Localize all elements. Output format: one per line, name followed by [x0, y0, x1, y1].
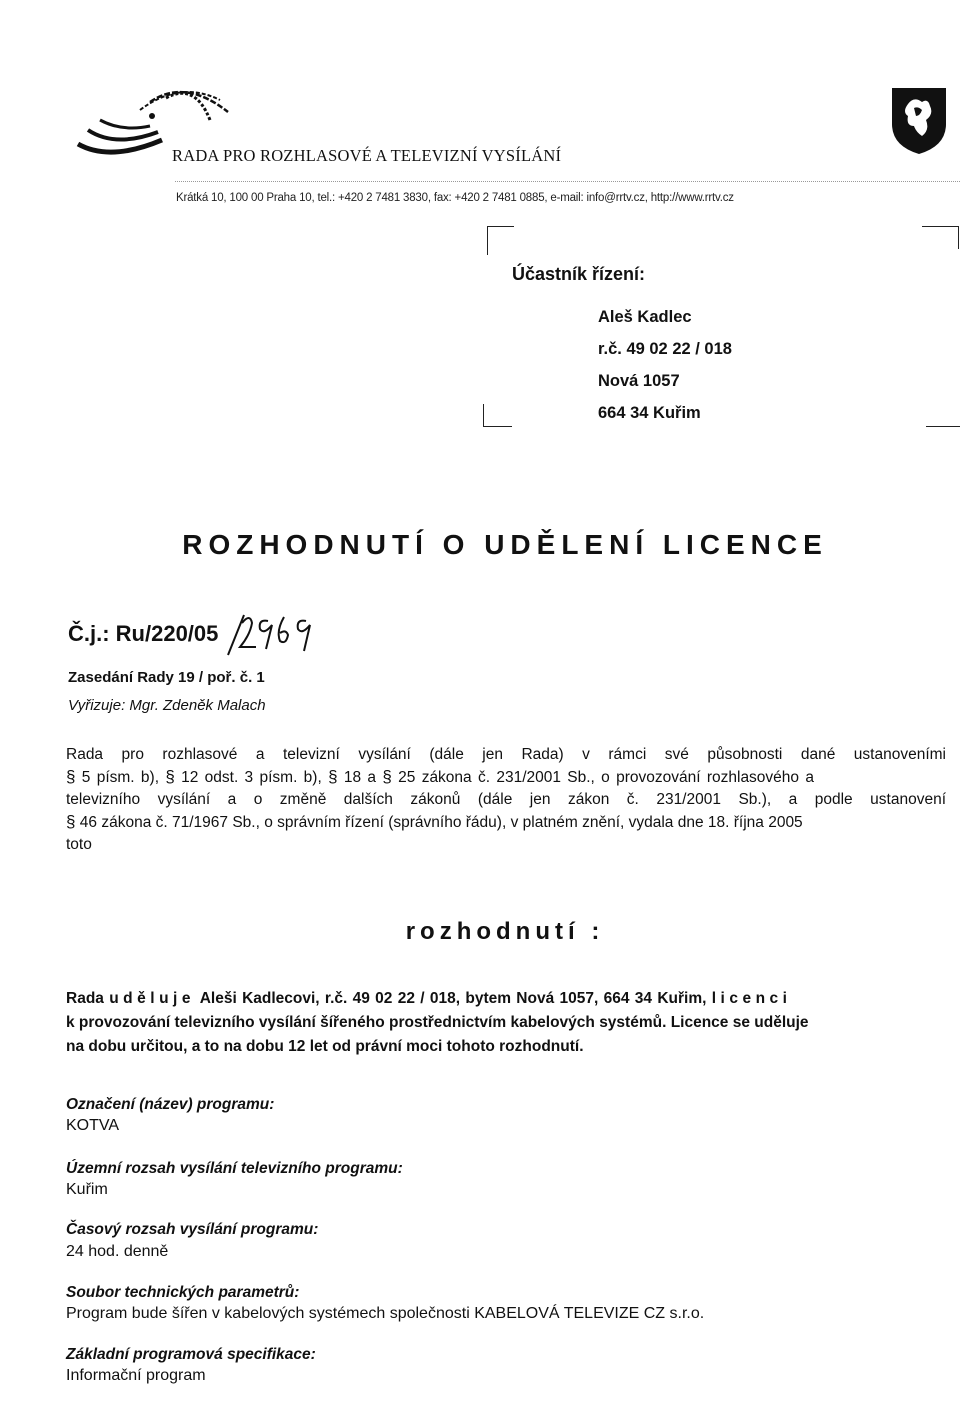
intro-paragraph	[66, 744, 946, 856]
intro-line: televizního vysílání a o změně dalších zákonů (dále jen zákon č. 231/2001 Sb.), a podle ustanovení	[66, 791, 946, 808]
address-window-corner-mark	[922, 226, 959, 249]
reference-number: Č.j.: Ru/220/05	[68, 621, 219, 646]
handled-by: Vyřizuje: Mgr. Zdeněk Malach	[68, 697, 266, 714]
address-window-corner-mark	[926, 406, 960, 427]
section-symbol: §	[165, 767, 175, 786]
technical-parameters-label: Soubor technických parametrů:	[66, 1284, 300, 1301]
header-divider	[175, 181, 960, 182]
address-window-corner-mark	[483, 404, 512, 427]
intro-line: § 46 zákona č. 71/1967 Sb., o správním řízení (správního řádu), v platném znění, vydala dne 18. října 2005	[66, 812, 803, 831]
organization-name: RADA PRO ROZHLASOVÉ A TELEVIZNÍ VYSÍLÁNÍ	[172, 146, 562, 165]
recipient-city: 664 34 Kuřim	[598, 404, 701, 422]
program-name-value: KOTVA	[66, 1117, 120, 1134]
recipient-name: Aleš Kadlec	[598, 308, 692, 326]
decision-object: licenci	[711, 990, 792, 1007]
program-specification-label: Základní programová specifikace:	[66, 1346, 316, 1363]
document-title: ROZHODNUTÍ O UDĚLENÍ LICENCE	[182, 529, 828, 560]
czech-coat-of-arms-icon	[890, 86, 948, 156]
section-symbol: §	[382, 767, 392, 786]
decision-heading: rozhodnutí :	[405, 918, 605, 945]
intro-line: toto	[66, 836, 92, 853]
recipient-label: Účastník řízení:	[512, 264, 646, 284]
time-scope-label: Časový rozsah vysílání programu:	[66, 1221, 319, 1238]
decision-line: k provozování televizního vysílání šířeného prostřednictvím kabelových systémů. Licence se uděluje	[66, 1014, 809, 1031]
organization-contact-line: Krátká 10, 100 00 Praha 10, tel.: +420 2 7481 3830, fax: +420 2 7481 0885, e-mail: info@rrtv.cz, http://www.rrtv.cz	[176, 192, 734, 204]
program-name-label: Označení (název) programu:	[66, 1096, 275, 1113]
decision-line: na dobu určitou, a to na dobu 12 let od právní moci tohoto rozhodnutí.	[66, 1038, 584, 1055]
section-symbol: §	[328, 767, 338, 786]
handwritten-number	[222, 611, 322, 659]
decision-line: Rada uděluje Aleši Kadlecovi, r.č. 49 02 22 / 018, bytem Nová 1057, 664 34 Kuřim, licenci	[66, 990, 792, 1007]
time-scope-value: 24 hod. denně	[66, 1243, 169, 1260]
decision-paragraph	[66, 987, 952, 1059]
intro-line: § 5 písm. b), § 12 odst. 3 písm. b), § 18 a § 25 zákona č. 231/2001 Sb., o provozování rozhlasového a	[66, 767, 814, 786]
technical-parameters-value: Program bude šířen v kabelových systémech společnosti KABELOVÁ TELEVIZE CZ s.r.o.	[66, 1305, 705, 1322]
decision-verb: uděluje	[109, 990, 195, 1007]
section-symbol: §	[66, 812, 76, 831]
territorial-scope-label: Územní rozsah vysílání televizního programu:	[66, 1160, 403, 1177]
program-specification-value: Informační program	[66, 1367, 206, 1384]
intro-line: Rada pro rozhlasové a televizní vysílání (dále jen Rada) v rámci své působnosti dané ustanoveními	[66, 746, 946, 763]
address-window-corner-mark	[487, 226, 514, 255]
recipient-street: Nová 1057	[598, 372, 680, 390]
meeting-reference: Zasedání Rady 19 / poř. č. 1	[68, 669, 265, 686]
section-symbol: §	[66, 767, 76, 786]
territorial-scope-value: Kuřim	[66, 1181, 108, 1198]
recipient-id-number: r.č. 49 02 22 / 018	[598, 340, 732, 358]
